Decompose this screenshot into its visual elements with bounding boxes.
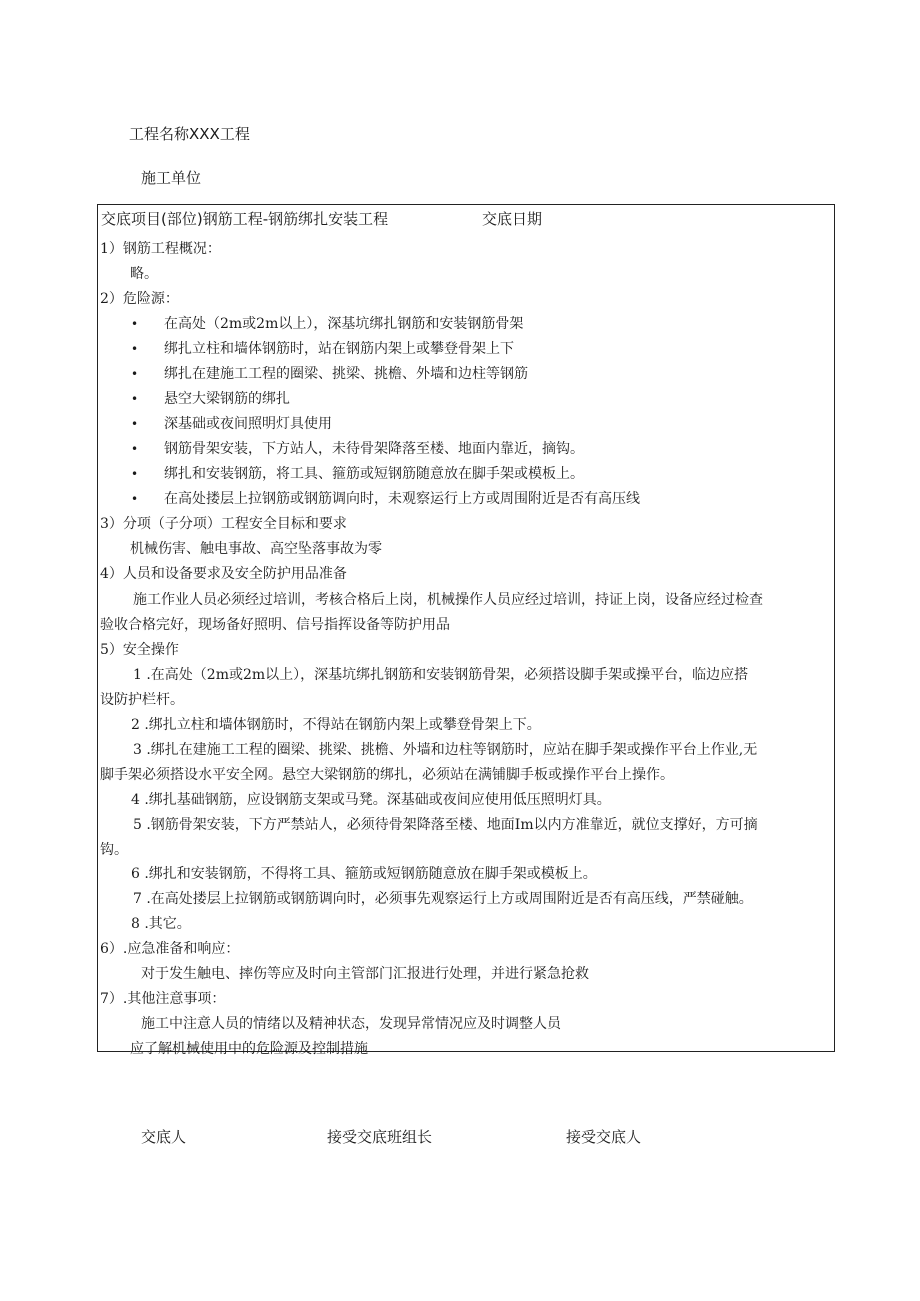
discloser-signature: 交底人: [141, 1128, 187, 1146]
section-1-title: 1）钢筋工程概况：: [100, 241, 221, 257]
bullet: •: [131, 492, 139, 506]
section-7-title: 7）.其他注意事项：: [100, 991, 226, 1007]
section-4-line-1: 施工作业人员必须经过培训，考核合格后上岗，机械操作人员应经过培训，持证上岗，设备应经过检查: [133, 592, 763, 608]
bullet: •: [131, 317, 139, 331]
operation-8: 8 .其它。: [131, 916, 191, 932]
section-3-title: 3）分项（子分项）工程安全目标和要求: [100, 516, 347, 532]
hazard-item: 钢筋骨架安装，下方站人，未待骨架降落至楼、地面内靠近，摘钩。: [164, 441, 584, 457]
operation-1: 1 .在高处（2m或2m以上），深基坑绑扎钢筋和安装钢筋骨架，必须搭设脚手架或操平台，临边应搭: [133, 667, 749, 683]
project-name: 工程名称XXX工程: [129, 125, 250, 143]
section-7-line-1: 施工中注意人员的情绪以及精神状态，发现异常情况应及时调整人员: [141, 1016, 561, 1032]
team-leader-signature: 接受交底班组长: [327, 1128, 433, 1146]
hazard-item: 在高处搂层上拉钢筋或钢筋调向时，未观察运行上方或周围附近是否有高压线: [164, 491, 640, 507]
section-4-title: 4）人员和设备要求及安全防护用品准备: [100, 566, 347, 582]
operation-3: 3 .绑扎在建施工工程的圈梁、挑梁、挑檐、外墙和边柱等钢筋时，应站在脚手架或操作平台上作业,无: [133, 742, 758, 758]
construction-unit: 施工单位: [141, 169, 202, 187]
hazard-item: 绑扎立柱和墙体钢筋时，站在钢筋内架上或攀登骨架上下: [164, 341, 514, 357]
operation-6: 6 .绑扎和安装钢筋，不得将工具、箍筋或短钢筋随意放在脚手架或模板上。: [131, 866, 597, 882]
section-6-title: 6）.应急准备和响应：: [100, 941, 240, 957]
operation-5-cont: 钩。: [100, 842, 128, 858]
bullet: •: [131, 442, 139, 456]
section-1-body: 略。: [130, 266, 158, 282]
operation-5: 5 .钢筋骨架安装，下方严禁站人，必须待骨架降落至楼、地面Im以内方准靠近，就位支撑好，方可摘: [133, 817, 758, 833]
hazard-item: 在高处（2m或2m以上），深基坑绑扎钢筋和安装钢筋骨架: [164, 316, 524, 332]
operation-7: 7 .在高处搂层上拉钢筋或钢筋调向时，必须事先观察运行上方或周围附近是否有高压线，严禁碰触。: [133, 891, 753, 907]
bullet: •: [131, 367, 139, 381]
disclosure-item: 交底项目(部位)钢筋工程-钢筋绑扎安装工程: [101, 210, 389, 228]
disclosure-date: 交底日期: [482, 210, 543, 228]
operation-1-cont: 设防护栏杆。: [100, 692, 184, 708]
bullet: •: [131, 392, 139, 406]
hazard-item: 悬空大梁钢筋的绑扎: [164, 391, 290, 407]
bullet: •: [131, 342, 139, 356]
operation-4: 4 .绑扎基础钢筋，应设钢筋支架或马凳。深基础或夜间应使用低压照明灯具。: [131, 792, 611, 808]
section-4-line-2: 验收合格完好，现场备好照明、信号指挥设备等防护用品: [100, 617, 450, 633]
receiver-signature: 接受交底人: [566, 1128, 642, 1146]
bullet: •: [131, 417, 139, 431]
section-3-body: 机械伤害、触电事故、高空坠落事故为零: [130, 541, 382, 557]
bullet: •: [131, 467, 139, 481]
section-6-body: 对于发生触电、摔伤等应及时向主管部门汇报进行处理，并进行紧急抢救: [141, 966, 589, 982]
hazard-item: 深基础或夜间照明灯具使用: [164, 416, 332, 432]
hazard-item: 绑扎在建施工工程的圈梁、挑梁、挑檐、外墙和边柱等钢筋: [164, 366, 528, 382]
operation-2: 2 .绑扎立柱和墙体钢筋时，不得站在钢筋内架上或攀登骨架上下。: [131, 717, 541, 733]
section-7-line-2: 应了解机械使用中的危险源及控制措施: [130, 1041, 368, 1057]
section-5-title: 5）安全操作: [100, 642, 179, 658]
hazard-item: 绑扎和安装钢筋，将工具、箍筋或短钢筋随意放在脚手架或模板上。: [164, 466, 584, 482]
operation-3-cont: 脚手架必须搭设水平安全网。悬空大梁钢筋的绑扎，必须站在满铺脚手板或操作平台上操作。: [100, 767, 674, 783]
section-2-title: 2）危险源：: [100, 291, 179, 307]
